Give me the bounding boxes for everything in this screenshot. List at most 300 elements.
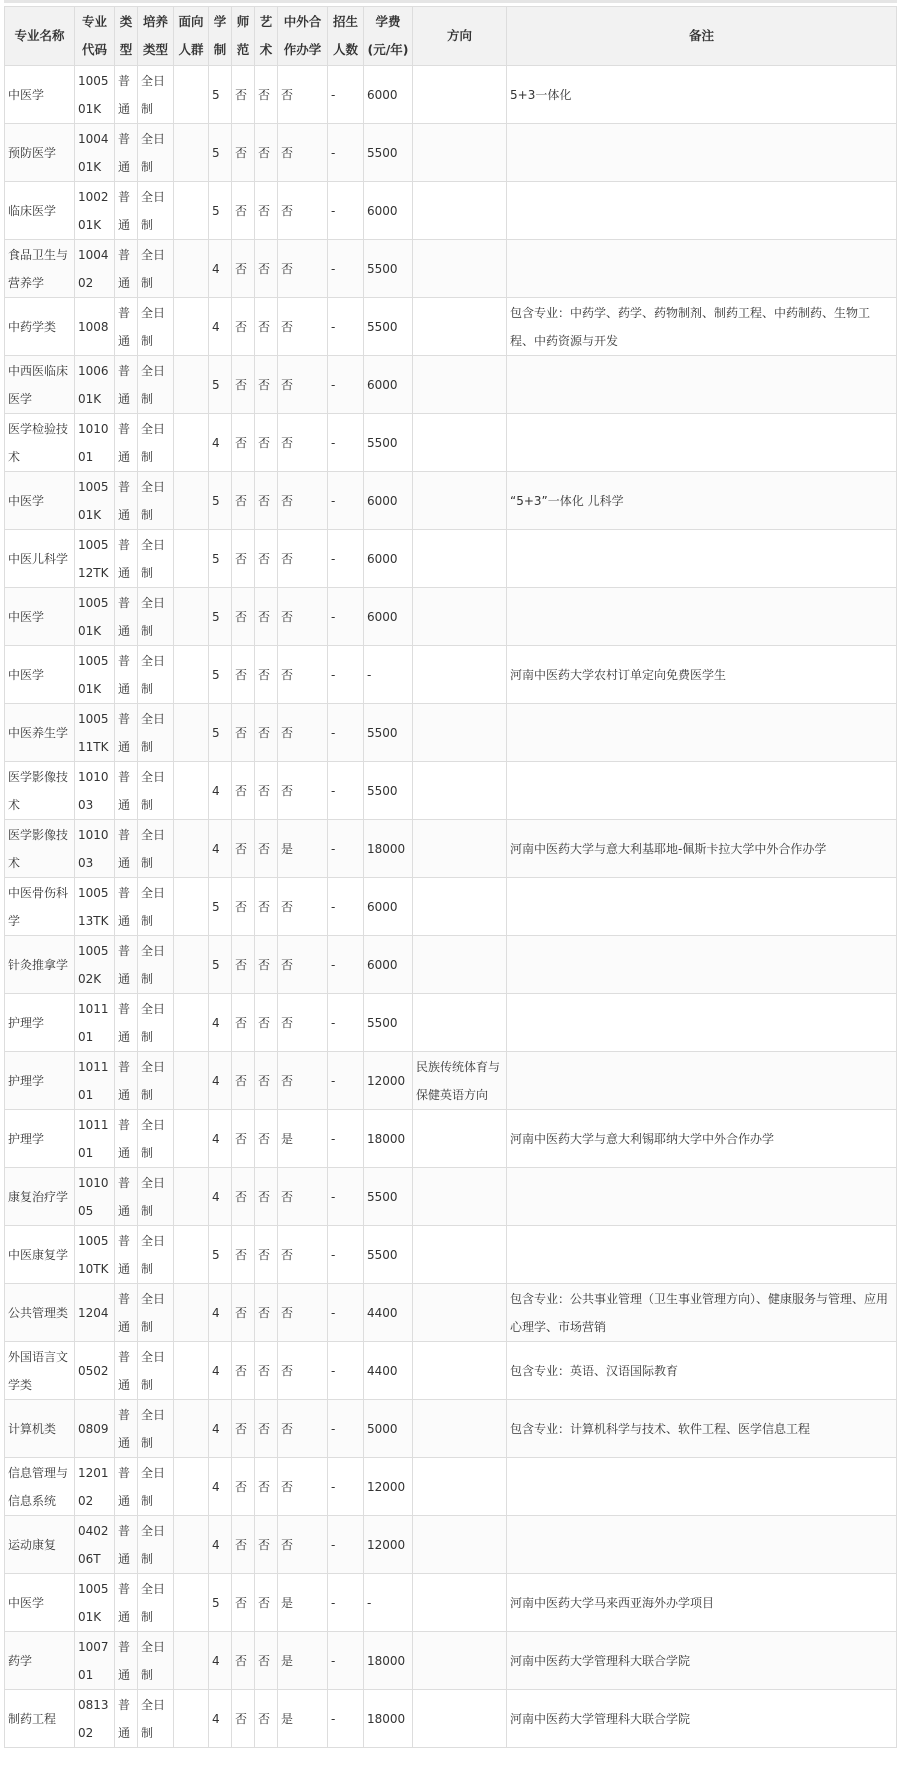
cell-joint: 否 xyxy=(278,994,328,1052)
cell-remark xyxy=(507,530,897,588)
cell-code: 040206T xyxy=(75,1516,115,1574)
cell-normal: 否 xyxy=(232,240,255,298)
cell-joint: 否 xyxy=(278,588,328,646)
cell-kind: 普通 xyxy=(115,240,138,298)
cell-kind: 普通 xyxy=(115,1400,138,1458)
cell-quota: - xyxy=(328,1458,364,1516)
cell-fee: 6000 xyxy=(364,530,413,588)
cell-years: 4 xyxy=(209,820,232,878)
header-row xyxy=(5,7,897,66)
cell-code: 0502 xyxy=(75,1342,115,1400)
cell-joint: 是 xyxy=(278,820,328,878)
cell-normal: 否 xyxy=(232,1516,255,1574)
cell-direction xyxy=(413,1574,507,1632)
table-row xyxy=(5,66,897,124)
cell-art: 否 xyxy=(255,1516,278,1574)
cell-years: 5 xyxy=(209,646,232,704)
cell-target xyxy=(174,182,209,240)
table-row xyxy=(5,298,897,356)
cell-mode: 全日制 xyxy=(138,820,174,878)
cell-remark xyxy=(507,936,897,994)
cell-code: 100201K xyxy=(75,182,115,240)
table-row xyxy=(5,762,897,820)
cell-quota: - xyxy=(328,1632,364,1690)
cell-mode: 全日制 xyxy=(138,878,174,936)
cell-kind: 普通 xyxy=(115,994,138,1052)
table-row xyxy=(5,124,897,182)
cell-name: 食品卫生与营养学 xyxy=(5,240,75,298)
cell-code: 100601K xyxy=(75,356,115,414)
cell-name: 康复治疗学 xyxy=(5,1168,75,1226)
cell-years: 4 xyxy=(209,1168,232,1226)
column-header-years: 学制 xyxy=(209,7,232,66)
cell-years: 5 xyxy=(209,356,232,414)
cell-name: 制药工程 xyxy=(5,1690,75,1748)
cell-years: 5 xyxy=(209,472,232,530)
cell-quota: - xyxy=(328,994,364,1052)
cell-years: 4 xyxy=(209,762,232,820)
cell-direction xyxy=(413,414,507,472)
cell-direction xyxy=(413,994,507,1052)
cell-quota: - xyxy=(328,66,364,124)
cell-joint: 否 xyxy=(278,1516,328,1574)
cell-art: 否 xyxy=(255,1632,278,1690)
cell-fee: 12000 xyxy=(364,1458,413,1516)
cell-quota: - xyxy=(328,298,364,356)
cell-joint: 是 xyxy=(278,1110,328,1168)
cell-years: 4 xyxy=(209,1052,232,1110)
cell-quota: - xyxy=(328,1574,364,1632)
cell-joint: 否 xyxy=(278,530,328,588)
cell-direction xyxy=(413,182,507,240)
cell-fee: 5500 xyxy=(364,994,413,1052)
cell-remark: “5+3”一体化 儿科学 xyxy=(507,472,897,530)
cell-remark: 河南中医药大学与意大利基耶地-佩斯卡拉大学中外合作办学 xyxy=(507,820,897,878)
cell-fee: 18000 xyxy=(364,1110,413,1168)
cell-joint: 否 xyxy=(278,124,328,182)
cell-mode: 全日制 xyxy=(138,1284,174,1342)
cell-name: 医学影像技术 xyxy=(5,820,75,878)
cell-name: 护理学 xyxy=(5,994,75,1052)
cell-direction xyxy=(413,124,507,182)
cell-code: 101005 xyxy=(75,1168,115,1226)
cell-quota: - xyxy=(328,878,364,936)
cell-kind: 普通 xyxy=(115,1110,138,1168)
cell-normal: 否 xyxy=(232,646,255,704)
cell-target xyxy=(174,704,209,762)
cell-target xyxy=(174,1342,209,1400)
cell-direction xyxy=(413,530,507,588)
cell-joint: 否 xyxy=(278,878,328,936)
cell-kind: 普通 xyxy=(115,588,138,646)
cell-mode: 全日制 xyxy=(138,1632,174,1690)
cell-kind: 普通 xyxy=(115,1284,138,1342)
cell-kind: 普通 xyxy=(115,530,138,588)
cell-years: 4 xyxy=(209,1110,232,1168)
cell-target xyxy=(174,1284,209,1342)
cell-direction xyxy=(413,936,507,994)
cell-kind: 普通 xyxy=(115,820,138,878)
cell-remark xyxy=(507,1052,897,1110)
cell-quota: - xyxy=(328,762,364,820)
cell-name: 计算机类 xyxy=(5,1400,75,1458)
cell-name: 中药学类 xyxy=(5,298,75,356)
cell-fee: 5500 xyxy=(364,1226,413,1284)
cell-art: 否 xyxy=(255,66,278,124)
cell-code: 100502K xyxy=(75,936,115,994)
cell-target xyxy=(174,356,209,414)
cell-target xyxy=(174,1400,209,1458)
cell-joint: 否 xyxy=(278,1226,328,1284)
cell-mode: 全日制 xyxy=(138,762,174,820)
table-row xyxy=(5,878,897,936)
column-header-quota: 招生人数 xyxy=(328,7,364,66)
cell-direction xyxy=(413,472,507,530)
cell-normal: 否 xyxy=(232,820,255,878)
cell-direction xyxy=(413,878,507,936)
cell-name: 中医骨伤科学 xyxy=(5,878,75,936)
cell-name: 护理学 xyxy=(5,1052,75,1110)
cell-remark xyxy=(507,240,897,298)
cell-normal: 否 xyxy=(232,472,255,530)
cell-target xyxy=(174,1516,209,1574)
cell-kind: 普通 xyxy=(115,878,138,936)
cell-direction xyxy=(413,298,507,356)
cell-mode: 全日制 xyxy=(138,182,174,240)
cell-mode: 全日制 xyxy=(138,414,174,472)
table-row xyxy=(5,1052,897,1110)
cell-art: 否 xyxy=(255,1284,278,1342)
cell-quota: - xyxy=(328,704,364,762)
cell-art: 否 xyxy=(255,356,278,414)
cell-remark: 包含专业：中药学、药学、药物制剂、制药工程、中药制药、生物工程、中药资源与开发 xyxy=(507,298,897,356)
cell-mode: 全日制 xyxy=(138,66,174,124)
cell-art: 否 xyxy=(255,1458,278,1516)
cell-mode: 全日制 xyxy=(138,530,174,588)
cell-art: 否 xyxy=(255,1690,278,1748)
cell-fee: 5500 xyxy=(364,298,413,356)
cell-remark xyxy=(507,1168,897,1226)
cell-normal: 否 xyxy=(232,762,255,820)
cell-normal: 否 xyxy=(232,1168,255,1226)
cell-normal: 否 xyxy=(232,704,255,762)
cell-art: 否 xyxy=(255,820,278,878)
cell-years: 4 xyxy=(209,1516,232,1574)
cell-mode: 全日制 xyxy=(138,704,174,762)
cell-normal: 否 xyxy=(232,936,255,994)
cell-target xyxy=(174,124,209,182)
cell-normal: 否 xyxy=(232,1342,255,1400)
cell-direction: 民族传统体育与保健英语方向 xyxy=(413,1052,507,1110)
table-row xyxy=(5,936,897,994)
cell-remark xyxy=(507,878,897,936)
cell-art: 否 xyxy=(255,936,278,994)
cell-joint: 否 xyxy=(278,298,328,356)
table-row xyxy=(5,1168,897,1226)
cell-quota: - xyxy=(328,1284,364,1342)
cell-direction xyxy=(413,1458,507,1516)
cell-quota: - xyxy=(328,1226,364,1284)
table-row xyxy=(5,1342,897,1400)
cell-normal: 否 xyxy=(232,298,255,356)
cell-kind: 普通 xyxy=(115,1516,138,1574)
cell-name: 中西医临床医学 xyxy=(5,356,75,414)
table-row xyxy=(5,1400,897,1458)
cell-remark xyxy=(507,994,897,1052)
cell-fee: 18000 xyxy=(364,1690,413,1748)
table-row xyxy=(5,182,897,240)
cell-art: 否 xyxy=(255,1052,278,1110)
cell-mode: 全日制 xyxy=(138,1052,174,1110)
table-row xyxy=(5,1632,897,1690)
cell-joint: 是 xyxy=(278,1690,328,1748)
cell-kind: 普通 xyxy=(115,298,138,356)
cell-target xyxy=(174,1052,209,1110)
cell-code: 100701 xyxy=(75,1632,115,1690)
cell-quota: - xyxy=(328,240,364,298)
cell-remark xyxy=(507,1458,897,1516)
cell-remark xyxy=(507,762,897,820)
cell-art: 否 xyxy=(255,762,278,820)
cell-years: 4 xyxy=(209,1458,232,1516)
cell-fee: 6000 xyxy=(364,878,413,936)
cell-art: 否 xyxy=(255,1226,278,1284)
top-divider xyxy=(4,0,897,3)
cell-target xyxy=(174,1226,209,1284)
cell-quota: - xyxy=(328,182,364,240)
cell-art: 否 xyxy=(255,414,278,472)
cell-target xyxy=(174,1574,209,1632)
cell-kind: 普通 xyxy=(115,1052,138,1110)
cell-mode: 全日制 xyxy=(138,588,174,646)
cell-direction xyxy=(413,1342,507,1400)
cell-years: 5 xyxy=(209,1574,232,1632)
cell-art: 否 xyxy=(255,994,278,1052)
cell-name: 中医学 xyxy=(5,588,75,646)
cell-name: 中医儿科学 xyxy=(5,530,75,588)
table-row xyxy=(5,1226,897,1284)
cell-kind: 普通 xyxy=(115,1690,138,1748)
cell-mode: 全日制 xyxy=(138,1168,174,1226)
cell-fee: 6000 xyxy=(364,182,413,240)
cell-target xyxy=(174,878,209,936)
cell-quota: - xyxy=(328,530,364,588)
cell-art: 否 xyxy=(255,1400,278,1458)
cell-target xyxy=(174,994,209,1052)
cell-normal: 否 xyxy=(232,356,255,414)
cell-code: 100501K xyxy=(75,1574,115,1632)
column-header-normal: 师范 xyxy=(232,7,255,66)
cell-remark xyxy=(507,588,897,646)
table-header xyxy=(5,7,897,66)
cell-joint: 否 xyxy=(278,414,328,472)
cell-years: 5 xyxy=(209,936,232,994)
cell-fee: 6000 xyxy=(364,66,413,124)
cell-art: 否 xyxy=(255,1110,278,1168)
cell-art: 否 xyxy=(255,182,278,240)
cell-joint: 是 xyxy=(278,1632,328,1690)
cell-fee: 6000 xyxy=(364,588,413,646)
cell-code: 101003 xyxy=(75,762,115,820)
cell-name: 中医学 xyxy=(5,66,75,124)
cell-art: 否 xyxy=(255,1574,278,1632)
cell-kind: 普通 xyxy=(115,762,138,820)
cell-remark: 河南中医药大学管理科大联合学院 xyxy=(507,1690,897,1748)
cell-name: 外国语言文学类 xyxy=(5,1342,75,1400)
cell-years: 4 xyxy=(209,994,232,1052)
cell-direction xyxy=(413,762,507,820)
cell-quota: - xyxy=(328,936,364,994)
majors-table xyxy=(4,6,897,1748)
cell-joint: 否 xyxy=(278,1168,328,1226)
cell-kind: 普通 xyxy=(115,1342,138,1400)
cell-mode: 全日制 xyxy=(138,1400,174,1458)
cell-target xyxy=(174,66,209,124)
cell-art: 否 xyxy=(255,240,278,298)
cell-art: 否 xyxy=(255,124,278,182)
cell-code: 100511TK xyxy=(75,704,115,762)
cell-code: 1204 xyxy=(75,1284,115,1342)
cell-normal: 否 xyxy=(232,530,255,588)
cell-direction xyxy=(413,704,507,762)
cell-normal: 否 xyxy=(232,182,255,240)
cell-code: 100501K xyxy=(75,588,115,646)
cell-code: 100401K xyxy=(75,124,115,182)
cell-fee: 5500 xyxy=(364,414,413,472)
cell-quota: - xyxy=(328,356,364,414)
cell-years: 4 xyxy=(209,1342,232,1400)
cell-normal: 否 xyxy=(232,878,255,936)
cell-quota: - xyxy=(328,588,364,646)
cell-fee: - xyxy=(364,1574,413,1632)
cell-normal: 否 xyxy=(232,1400,255,1458)
cell-normal: 否 xyxy=(232,1458,255,1516)
cell-art: 否 xyxy=(255,1342,278,1400)
cell-years: 4 xyxy=(209,1284,232,1342)
cell-code: 1008 xyxy=(75,298,115,356)
cell-direction xyxy=(413,1284,507,1342)
cell-fee: 18000 xyxy=(364,1632,413,1690)
cell-code: 100512TK xyxy=(75,530,115,588)
cell-mode: 全日制 xyxy=(138,124,174,182)
cell-joint: 否 xyxy=(278,66,328,124)
cell-direction xyxy=(413,1168,507,1226)
cell-mode: 全日制 xyxy=(138,646,174,704)
cell-name: 预防医学 xyxy=(5,124,75,182)
cell-name: 中医学 xyxy=(5,472,75,530)
cell-quota: - xyxy=(328,1342,364,1400)
cell-quota: - xyxy=(328,820,364,878)
cell-normal: 否 xyxy=(232,1574,255,1632)
table-row xyxy=(5,1110,897,1168)
cell-code: 100510TK xyxy=(75,1226,115,1284)
cell-remark: 包含专业：英语、汉语国际教育 xyxy=(507,1342,897,1400)
cell-code: 101001 xyxy=(75,414,115,472)
table-row xyxy=(5,1690,897,1748)
cell-fee: 18000 xyxy=(364,820,413,878)
cell-quota: - xyxy=(328,1110,364,1168)
cell-code: 101101 xyxy=(75,994,115,1052)
cell-normal: 否 xyxy=(232,1052,255,1110)
cell-remark: 包含专业：公共事业管理（卫生事业管理方向）、健康服务与管理、应用心理学、市场营销 xyxy=(507,1284,897,1342)
cell-target xyxy=(174,936,209,994)
cell-name: 中医学 xyxy=(5,1574,75,1632)
cell-kind: 普通 xyxy=(115,936,138,994)
cell-mode: 全日制 xyxy=(138,1574,174,1632)
cell-kind: 普通 xyxy=(115,414,138,472)
cell-years: 5 xyxy=(209,878,232,936)
cell-remark xyxy=(507,182,897,240)
cell-normal: 否 xyxy=(232,994,255,1052)
cell-mode: 全日制 xyxy=(138,1516,174,1574)
cell-mode: 全日制 xyxy=(138,1690,174,1748)
cell-target xyxy=(174,1632,209,1690)
table-row xyxy=(5,1574,897,1632)
cell-fee: 5500 xyxy=(364,1168,413,1226)
cell-years: 5 xyxy=(209,530,232,588)
cell-art: 否 xyxy=(255,646,278,704)
cell-kind: 普通 xyxy=(115,1574,138,1632)
cell-joint: 是 xyxy=(278,1574,328,1632)
cell-years: 5 xyxy=(209,124,232,182)
column-header-art: 艺术 xyxy=(255,7,278,66)
cell-quota: - xyxy=(328,414,364,472)
cell-direction xyxy=(413,356,507,414)
cell-years: 4 xyxy=(209,414,232,472)
column-header-remark: 备注 xyxy=(507,7,897,66)
cell-quota: - xyxy=(328,1052,364,1110)
cell-target xyxy=(174,1168,209,1226)
table-row xyxy=(5,530,897,588)
table-row xyxy=(5,588,897,646)
cell-kind: 普通 xyxy=(115,646,138,704)
column-header-fee: 学费(元/年) xyxy=(364,7,413,66)
cell-art: 否 xyxy=(255,298,278,356)
cell-target xyxy=(174,1690,209,1748)
cell-name: 公共管理类 xyxy=(5,1284,75,1342)
cell-code: 081302 xyxy=(75,1690,115,1748)
cell-years: 4 xyxy=(209,1690,232,1748)
cell-years: 5 xyxy=(209,1226,232,1284)
cell-art: 否 xyxy=(255,704,278,762)
cell-target xyxy=(174,414,209,472)
cell-fee: 5500 xyxy=(364,124,413,182)
cell-art: 否 xyxy=(255,1168,278,1226)
cell-remark: 包含专业：计算机科学与技术、软件工程、医学信息工程 xyxy=(507,1400,897,1458)
cell-fee: 5500 xyxy=(364,240,413,298)
cell-normal: 否 xyxy=(232,66,255,124)
cell-mode: 全日制 xyxy=(138,994,174,1052)
cell-name: 针灸推拿学 xyxy=(5,936,75,994)
column-header-mode: 培养类型 xyxy=(138,7,174,66)
cell-remark: 河南中医药大学马来西亚海外办学项目 xyxy=(507,1574,897,1632)
cell-remark xyxy=(507,414,897,472)
cell-code: 101101 xyxy=(75,1052,115,1110)
cell-years: 4 xyxy=(209,1632,232,1690)
cell-target xyxy=(174,588,209,646)
cell-fee: 4400 xyxy=(364,1284,413,1342)
cell-code: 100501K xyxy=(75,646,115,704)
table-row xyxy=(5,994,897,1052)
cell-joint: 否 xyxy=(278,704,328,762)
table-row xyxy=(5,414,897,472)
cell-target xyxy=(174,240,209,298)
table-row xyxy=(5,820,897,878)
cell-kind: 普通 xyxy=(115,472,138,530)
cell-joint: 否 xyxy=(278,646,328,704)
cell-name: 医学影像技术 xyxy=(5,762,75,820)
cell-target xyxy=(174,298,209,356)
